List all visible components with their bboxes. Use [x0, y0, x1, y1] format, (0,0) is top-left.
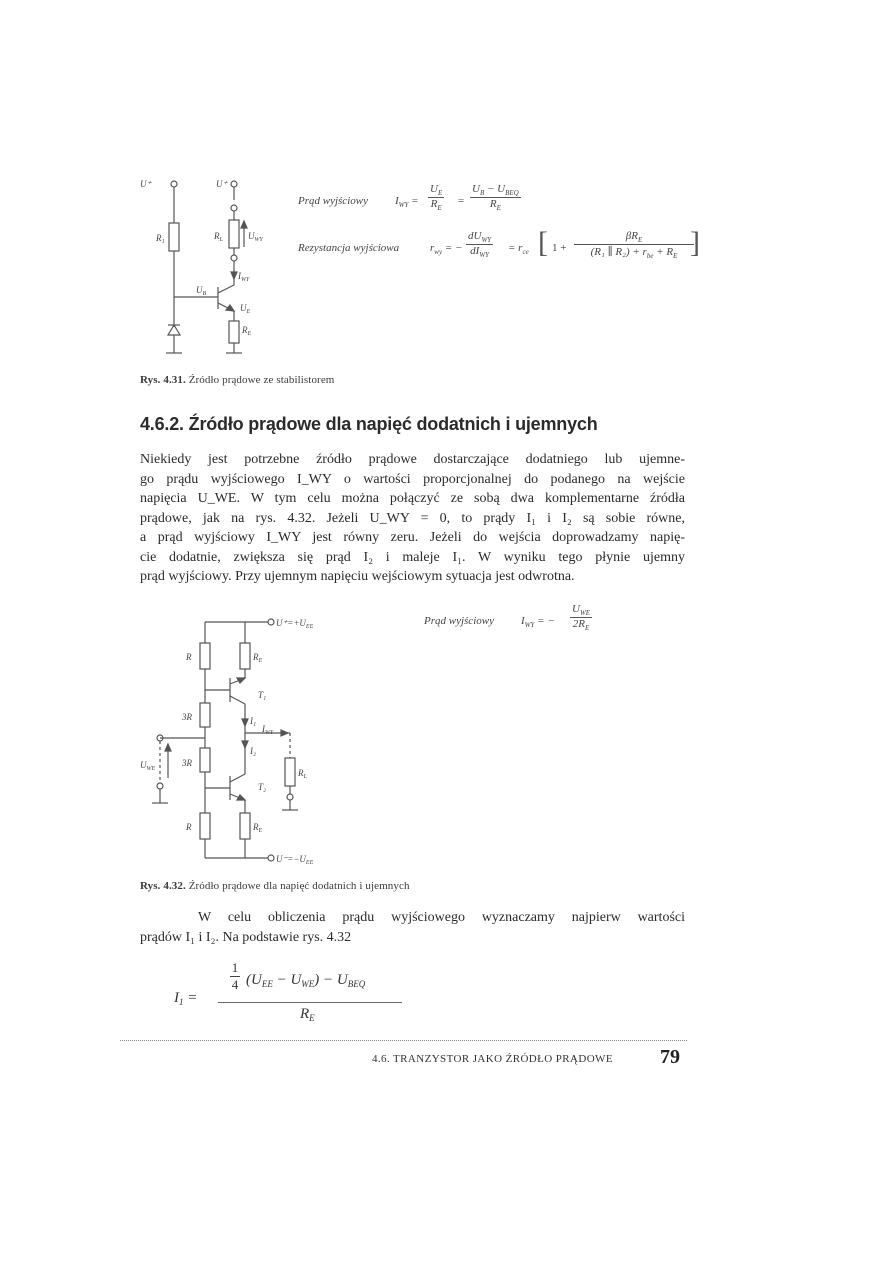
caption-number: Rys. 4.31. [140, 374, 186, 386]
caption-text: Źródło prądowe ze stabilistorem [188, 374, 335, 386]
i2-label: I₂ [250, 746, 257, 756]
paragraph-line: Niekiedy jest potrzebne źródło prądowe dostarczające dodatniego lub ujemne- [140, 452, 685, 467]
t1-label: T₁ [258, 690, 267, 700]
r-top-label: R [186, 652, 192, 662]
uwy-label: $U_{WY}$ [248, 231, 263, 243]
iwy-label: $I_{WY}$ [238, 271, 250, 283]
paragraph-line: prądów I₁ i I₂. Na podstawie rys. 4.32 [140, 929, 352, 945]
figure-4-32-circuit [140, 608, 360, 868]
figure-4-31-circuit [140, 175, 280, 360]
formula-label-output-resistance: Rezystancja wyjściowa [298, 242, 400, 254]
section-title: Źródło prądowe dla napięć dodatnich i ujemnych [188, 414, 598, 434]
paragraph-line: a prąd wyjściowy I_WY jest równy zeru. Jeżeli do wejścia doprowadzamy napię- [140, 530, 685, 545]
paragraph-line: go prądu wyjściowego I_WY o wartości proporcjonalnej do podanego na wejście [140, 471, 685, 487]
u-minus-label: $U^-=-U_{EE}$ [276, 854, 314, 866]
figure-4-31-formula-output-current: Prąd wyjściowy $I_{WY}$ = $\frac{U_E}{R_E}$ = $U_B - U_{BEQ}$ $R_E$ [298, 183, 519, 212]
re-top-label: $R_E$ [253, 652, 263, 664]
ue-label: $U_E$ [240, 303, 251, 315]
paragraph-2 [140, 908, 685, 947]
iwy-label: $I_{WY}$ [262, 724, 274, 736]
paragraph-line: W celu obliczenia prądu wyjściowego wyznaczamy najpierw wartości [198, 910, 685, 925]
paragraph-1 [140, 450, 685, 587]
figure-4-32-caption [140, 880, 410, 892]
ub-label: $U_B$ [196, 285, 207, 297]
t2-label: T₂ [258, 782, 267, 792]
re-label: $R_E$ [242, 325, 252, 337]
caption-text: Źródło prądowe dla napięć dodatnich i ujemnych [188, 880, 410, 892]
u-plus-left-label: U⁺ [140, 179, 152, 189]
paragraph-line: cie dodatnie, zwiększa się prąd I₂ i maleje I₁. W wyniku tego płynie ujemny [140, 549, 685, 565]
equation-i1: $I_1$ = 1 4 $(U_{EE} - U_{WE}) - U_{BEQ}$ $R_E$ [174, 960, 414, 1030]
re-bot-label: $R_E$ [253, 822, 263, 834]
rl-label: $R_L$ [298, 768, 307, 780]
paragraph-line: prąd wyjściowy. Przy ujemnym napięciu wejściowym sytuacja jest odwrotna. [140, 569, 575, 584]
r1-label: R₁ [156, 233, 165, 243]
footer-running-title: 4.6. TRANZYSTOR JAKO ŹRÓDŁO PRĄDOWE [372, 1053, 613, 1065]
figure-4-31-formula-output-resistance: Rezystancja wyjściowa $r_{wy}$ = − $dU_{WY}$ $dI_{WY}$ = $r_{ce}$ [ 1 + $\beta R_E$ (R₁ ∥ $R_2) + r_{be} + R_E$ ] [298, 226, 700, 260]
paragraph-line: prądowe, jak na rys. 4.32. Jeżeli U_WY = 0, to prądy I₁ i I₂ są sobie równe, [140, 510, 685, 526]
paragraph-line: napięcia U_WE. W tym celu można połączyć ze sobą dwa komplementarne źródła [140, 491, 685, 506]
formula-label-output-current: Prąd wyjściowy [298, 195, 368, 207]
rl-label: $R_L$ [214, 231, 223, 243]
formula-label-output-current-2: Prąd wyjściowy [424, 615, 494, 627]
uwe-label: $U_{WE}$ [140, 760, 156, 772]
section-number: 4.6.2. [140, 414, 184, 434]
section-heading [140, 414, 598, 435]
caption-number: Rys. 4.32. [140, 880, 186, 892]
u-plus-label: $U^+=+U_{EE}$ [276, 618, 314, 630]
figure-4-31-caption [140, 374, 334, 386]
footer-divider [120, 1040, 687, 1041]
u-plus-right-label: U⁺ [216, 179, 228, 189]
r3-top-label: 3R [182, 712, 192, 722]
i1-label: I₁ [250, 716, 257, 726]
page-number: 79 [660, 1046, 680, 1068]
r-bot-label: R [186, 822, 192, 832]
figure-4-32-formula: Prąd wyjściowy $I_{WY}$ = − $U_{WE}$ $2R_E$ [424, 603, 591, 632]
r3-bot-label: 3R [182, 758, 192, 768]
